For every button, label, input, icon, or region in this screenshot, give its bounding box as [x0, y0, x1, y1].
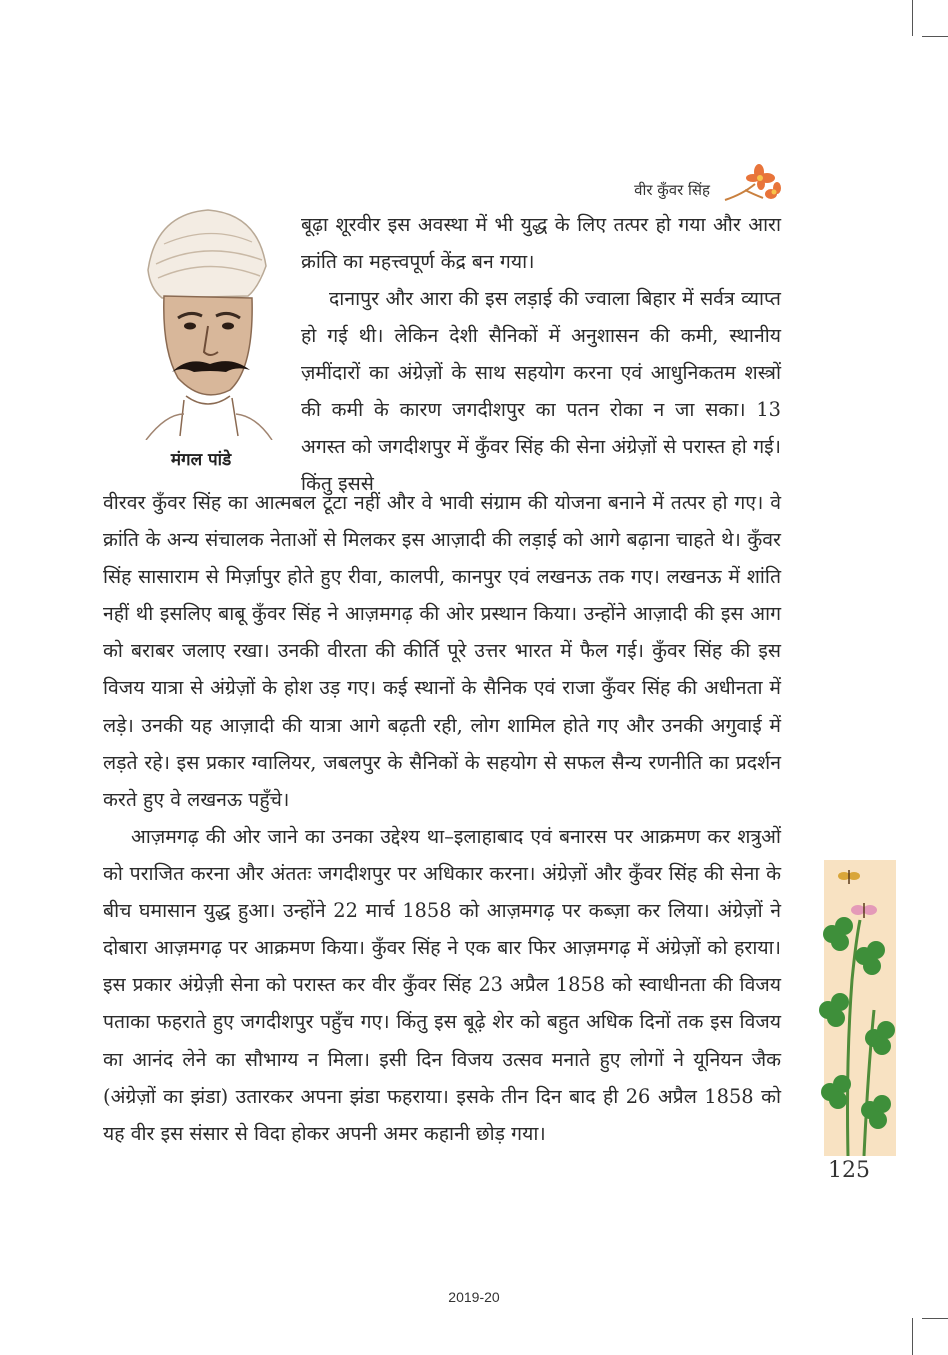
- crop-mark: [922, 1318, 948, 1319]
- crop-mark: [912, 1318, 913, 1355]
- paragraph-1: बूढ़ा शूरवीर इस अवस्था में भी युद्ध के लिए तत्पर हो गया और आरा क्रांति का महत्त्वपूर्ण केंद्र बन गया।: [301, 213, 781, 274]
- crop-mark: [922, 36, 948, 37]
- paragraph-2-side: दानापुर और आरा की इस लड़ाई की ज्वाला बिहार में सर्वत्र व्याप्त हो गई थी। लेकिन देशी सैनिकों में अनुशासन की कमी, स्थानीय ज़मींदारों का अंग्रेज़ों के साथ सहयोग करना एवं आधुनिकतम शस्त्रों की कमी के कारण जगदीशपुर का पतन रोका न जा सका। 13 अगस्त को जगदीशपुर में कुँवर सिंह की सेना अंग्रेज़ों से परास्त हो गई। किंतु इससे: [301, 287, 781, 496]
- chapter-header: वीर कुँवर सिंह: [634, 181, 710, 199]
- crop-mark: [912, 0, 913, 36]
- paragraph-3: आज़मगढ़ की ओर जाने का उनका उद्देश्य था–इलाहाबाद एवं बनारस पर आक्रमण कर शत्रुओं को पराजित करना और अंततः जगदीशपुर पर अधिकार करना। अंग्रेज़ों और कुँवर सिंह की सेना के बीच घमासान युद्ध हुआ। उन्होंने 22 मार्च 1858 को आज़मगढ़ पर कब्ज़ा कर लिया। अंग्रेज़ों ने दोबारा आज़मगढ़ पर आक्रमण किया। कुँवर सिंह ने एक बार फिर आज़मगढ़ में अंग्रेज़ों को हराया। इस प्रकार अंग्रेज़ी सेना को परास्त कर वीर कुँवर सिंह 23 अप्रैल 1858 को स्वाधीनता की विजय पताका फहराते हुए जगदीशपुर पहुँच गए। किंतु इस बूढ़े शेर को बहुत अधिक दिनों तक इस विजय का आनंद लेने का सौभाग्य न मिला। इसी दिन विजय उत्सव मनाते हुए लोगों ने यूनियन जैक (अंग्रेज़ों का झंडा) उतारकर अपना झंडा फहराया। इसके तीन दिन बाद ही 26 अप्रैल 1858 को यह वीर इस संसार से विदा होकर अपनी अमर कहानी छोड़ गया।: [103, 825, 781, 1145]
- clover-plant-illustration: [818, 860, 896, 1156]
- orange-flower-icon: [723, 158, 783, 206]
- edition-year: 2019-20: [448, 1289, 500, 1305]
- paragraph-2-full: वीरवर कुँवर सिंह का आत्मबल टूटा नहीं और वे भावी संग्राम की योजना बनाने में तत्पर हो गए। वे क्रांति के अन्य संचालक नेताओं से मिलकर इस आज़ादी की लड़ाई को आगे बढ़ाना चाहते थे। कुँवर सिंह सासाराम से मिर्ज़ापुर होते हुए रीवा, कालपी, कानपुर एवं लखनऊ तक गए। लखनऊ में शांति नहीं थी इसलिए बाबू कुँवर सिंह ने आज़मगढ़ की ओर प्रस्थान किया। उन्होंने आज़ादी की इस आग को बराबर जलाए रखा। उनकी वीरता की कीर्ति पूरे उत्तर भारत में फैल गई। कुँवर सिंह की इस विजय यात्रा से अंग्रेज़ों के होश उड़ गए। कई स्थानों के सैनिक एवं राजा कुँवर सिंह की अधीनता में लड़े। उनकी यह आज़ादी की यात्रा आगे बढ़ती रही, लोग शामिल होते गए और उनकी अगुवाई में लड़ते रहे। इस प्रकार ग्वालियर, जबलपुर के सैनिकों के सहयोग से सफल सैन्य रणनीति का प्रदर्शन करते हुए वे लखनऊ पहुँचे।: [103, 491, 781, 811]
- portrait-caption: मंगल पांडे: [170, 450, 232, 470]
- page-number: 125: [828, 1158, 870, 1183]
- mangal-pandey-portrait: [126, 200, 278, 440]
